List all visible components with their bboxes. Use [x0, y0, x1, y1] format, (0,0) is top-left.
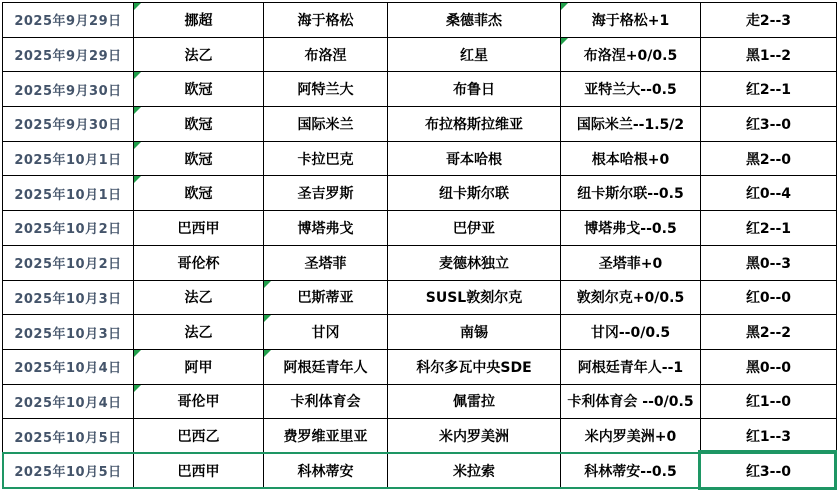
cell-result[interactable]: 黑2--0	[701, 142, 837, 177]
comment-indicator-triangle-icon	[134, 350, 141, 357]
cell-away_team[interactable]: SUSL敦刻尔克	[388, 281, 561, 316]
cell-home_team[interactable]: 阿根廷青年人	[264, 350, 388, 385]
cell-home_team[interactable]: 圣塔菲	[264, 246, 388, 281]
cell-date[interactable]: 2025年9月29日	[3, 38, 134, 73]
cell-home_team[interactable]: 科林蒂安	[264, 454, 388, 489]
cell-result[interactable]: 黑0--0	[701, 350, 837, 385]
cell-league[interactable]: 欧冠	[134, 142, 264, 177]
cell-handicap[interactable]: 米内罗美洲+0	[561, 419, 701, 454]
comment-indicator-triangle-icon	[264, 350, 271, 357]
cell-result[interactable]: 红2--1	[701, 72, 837, 107]
cell-league[interactable]: 巴西乙	[134, 419, 264, 454]
cell-handicap[interactable]: 博塔弗戈--0.5	[561, 211, 701, 246]
cell-league[interactable]: 哥伦杯	[134, 246, 264, 281]
cell-date[interactable]: 2025年10月1日	[3, 142, 134, 177]
cell-league[interactable]: 阿甲	[134, 350, 264, 385]
match-table	[2, 2, 837, 489]
cell-result[interactable]: 红1--0	[701, 385, 837, 420]
cell-date[interactable]: 2025年10月2日	[3, 246, 134, 281]
cell-date[interactable]: 2025年10月4日	[3, 350, 134, 385]
cell-away_team[interactable]: 南锡	[388, 315, 561, 350]
cell-result[interactable]: 走2--3	[701, 3, 837, 38]
cell-result[interactable]: 黑0--3	[701, 246, 837, 281]
cell-away_team[interactable]: 佩雷拉	[388, 385, 561, 420]
comment-indicator-triangle-icon	[561, 3, 568, 10]
cell-result[interactable]: 黑2--2	[701, 315, 837, 350]
cell-result[interactable]: 红0--0	[701, 281, 837, 316]
cell-home_team[interactable]: 国际米兰	[264, 107, 388, 142]
cell-league[interactable]: 欧冠	[134, 176, 264, 211]
cell-result[interactable]: 红3--0	[701, 454, 837, 489]
cell-home_team[interactable]: 博塔弗戈	[264, 211, 388, 246]
comment-indicator-triangle-icon	[134, 3, 141, 10]
cell-handicap[interactable]: 布洛涅+0/0.5	[561, 38, 701, 73]
comment-indicator-triangle-icon	[264, 281, 271, 288]
cell-home_team[interactable]: 卡利体育会	[264, 385, 388, 420]
cell-home_team[interactable]: 费罗维亚里亚	[264, 419, 388, 454]
cell-handicap[interactable]: 阿根廷青年人--1	[561, 350, 701, 385]
cell-home_team[interactable]: 布洛涅	[264, 38, 388, 73]
cell-league[interactable]: 法乙	[134, 315, 264, 350]
spreadsheet	[2, 2, 837, 489]
cell-away_team[interactable]: 米内罗美洲	[388, 419, 561, 454]
cell-date[interactable]: 2025年10月2日	[3, 211, 134, 246]
cell-date[interactable]: 2025年10月4日	[3, 385, 134, 420]
cell-date[interactable]: 2025年10月5日	[3, 454, 134, 489]
cell-home_team[interactable]: 卡拉巴克	[264, 142, 388, 177]
cell-result[interactable]: 红0--4	[701, 176, 837, 211]
cell-away_team[interactable]: 纽卡斯尔联	[388, 176, 561, 211]
cell-date[interactable]: 2025年10月3日	[3, 315, 134, 350]
cell-handicap[interactable]: 亚特兰大--0.5	[561, 72, 701, 107]
cell-league[interactable]: 欧冠	[134, 72, 264, 107]
cell-handicap[interactable]: 科林蒂安--0.5	[561, 454, 701, 489]
cell-league[interactable]: 欧冠	[134, 107, 264, 142]
cell-away_team[interactable]: 桑德菲杰	[388, 3, 561, 38]
cell-home_team[interactable]: 巴斯蒂亚	[264, 281, 388, 316]
comment-indicator-triangle-icon	[264, 315, 271, 322]
cell-handicap[interactable]: 国际米兰--1.5/2	[561, 107, 701, 142]
cell-result[interactable]: 红2--1	[701, 211, 837, 246]
cell-result[interactable]: 红1--3	[701, 419, 837, 454]
cell-league[interactable]: 巴西甲	[134, 454, 264, 489]
cell-handicap[interactable]: 甘冈--0/0.5	[561, 315, 701, 350]
cell-date[interactable]: 2025年9月30日	[3, 107, 134, 142]
cell-home_team[interactable]: 阿特兰大	[264, 72, 388, 107]
comment-indicator-triangle-icon	[561, 38, 568, 45]
cell-league[interactable]: 法乙	[134, 281, 264, 316]
cell-date[interactable]: 2025年9月29日	[3, 3, 134, 38]
cell-handicap[interactable]: 卡利体育会 --0/0.5	[561, 385, 701, 420]
comment-indicator-triangle-icon	[134, 385, 141, 392]
cell-handicap[interactable]: 根本哈根+0	[561, 142, 701, 177]
cell-date[interactable]: 2025年10月3日	[3, 281, 134, 316]
cell-league[interactable]: 巴西甲	[134, 211, 264, 246]
cell-handicap[interactable]: 海于格松+1	[561, 3, 701, 38]
cell-away_team[interactable]: 科尔多瓦中央SDE	[388, 350, 561, 385]
cell-home_team[interactable]: 海于格松	[264, 3, 388, 38]
cell-away_team[interactable]: 哥本哈根	[388, 142, 561, 177]
comment-indicator-triangle-icon	[134, 142, 141, 149]
comment-indicator-triangle-icon	[134, 176, 141, 183]
cell-home_team[interactable]: 圣吉罗斯	[264, 176, 388, 211]
cell-away_team[interactable]: 米拉索	[388, 454, 561, 489]
comment-indicator-triangle-icon	[134, 107, 141, 114]
cell-result[interactable]: 红3--0	[701, 107, 837, 142]
cell-league[interactable]: 挪超	[134, 3, 264, 38]
comment-indicator-triangle-icon	[134, 72, 141, 79]
cell-result[interactable]: 黑1--2	[701, 38, 837, 73]
cell-date[interactable]: 2025年10月5日	[3, 419, 134, 454]
cell-handicap[interactable]: 圣塔菲+0	[561, 246, 701, 281]
cell-handicap[interactable]: 纽卡斯尔联--0.5	[561, 176, 701, 211]
cell-away_team[interactable]: 麦德林独立	[388, 246, 561, 281]
cell-away_team[interactable]: 红星	[388, 38, 561, 73]
cell-league[interactable]: 法乙	[134, 38, 264, 73]
cell-away_team[interactable]: 巴伊亚	[388, 211, 561, 246]
cell-handicap[interactable]: 敦刻尔克+0/0.5	[561, 281, 701, 316]
cell-date[interactable]: 2025年9月30日	[3, 72, 134, 107]
cell-date[interactable]: 2025年10月1日	[3, 176, 134, 211]
cell-league[interactable]: 哥伦甲	[134, 385, 264, 420]
cell-away_team[interactable]: 布鲁日	[388, 72, 561, 107]
cell-away_team[interactable]: 布拉格斯拉维亚	[388, 107, 561, 142]
cell-home_team[interactable]: 甘冈	[264, 315, 388, 350]
